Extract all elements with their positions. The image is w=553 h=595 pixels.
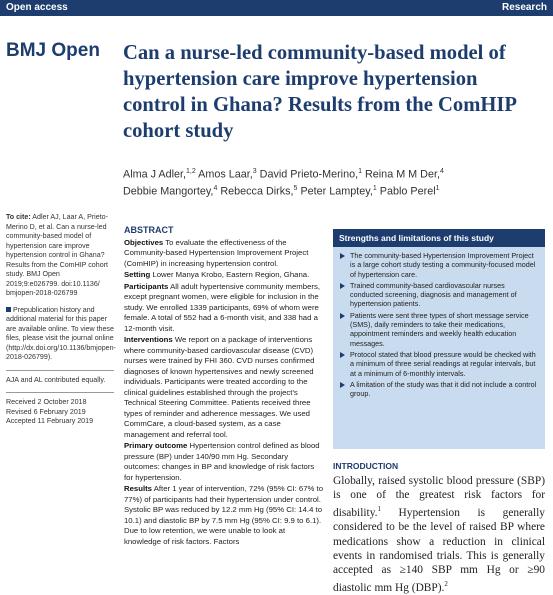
author-name[interactable]: Peter Lamptey, [297, 185, 373, 198]
introduction-paragraph: Globally, raised systolic blood pressure (SBP) is one of the greatest risk factors for disability. [333, 475, 545, 520]
journal-header-bar [0, 0, 553, 16]
author-affiliation: 1 [372, 184, 377, 192]
introduction-heading: INTRODUCTION [333, 461, 399, 471]
author-name[interactable]: Alma J Adler, [123, 168, 187, 181]
author-affiliation: 5 [293, 184, 298, 192]
received-date: Received 2 October 2018 [6, 398, 87, 406]
author-name[interactable]: Amos Laar, [195, 168, 253, 181]
list-item [340, 281, 539, 309]
sidebar-divider [6, 370, 114, 371]
list-item [340, 251, 539, 279]
abstract-text: Lower Manya Krobo, Eastern Region, Ghana. [150, 270, 310, 279]
abstract-primary-outcome [124, 441, 324, 483]
author-name[interactable]: Debbie Mangortey, [123, 185, 214, 198]
list-item [340, 380, 539, 399]
abstract-text: After 1 year of intervention, 72% (95% CI: 67% to 77%) of participants had their hypertension under control. Systolic BP was reduced by 12.2 mm Hg (95% CI: 14.4 to 10.1) and diastolic BP by 7.5 mm Hg (95% CI: 9.9 to 6.1). Due to low retention, we were unable to look at knowledge of risk factors. Factors [124, 484, 324, 546]
author-affiliation: 4 [213, 184, 218, 192]
journal-logo: BMJ Open [6, 40, 100, 61]
strengths-list [333, 247, 545, 398]
accepted-date: Accepted 11 February 2019 [6, 417, 94, 425]
author-affiliation: 3 [252, 168, 257, 175]
abstract-section [124, 225, 324, 548]
abstract-heading: ABSTRACT [124, 225, 174, 235]
abstract-label: Objectives [124, 237, 164, 247]
abstract-text: To evaluate the effectiveness of the Community-based Hypertension Improvement Project (ComHIP) in increasing hypertension control. [124, 237, 309, 268]
author-name[interactable]: Rebecca Dirks, [217, 185, 294, 198]
list-item-text: A limitation of the study was that it did not include a control group. [350, 379, 537, 399]
equal-contribution-note: AJA and AL contributed equally. [6, 375, 106, 384]
list-item-text: Protocol stated that blood pressure would be checked with a minimum of three serial readings at regular intervals, but at a minimum of 6-monthly intervals. [350, 349, 536, 378]
article-type-label: Research [501, 2, 547, 13]
abstract-label: Primary outcome [124, 441, 188, 450]
citation-block [6, 213, 114, 299]
strengths-heading: Strengths and limitations of this study [333, 229, 545, 247]
author-affiliation: 4 [439, 168, 444, 175]
author-name[interactable]: Reina M M Der, [361, 168, 440, 181]
author-affiliation: 1 [358, 168, 362, 175]
prepublication-text[interactable]: Prepublication history and additional material for this paper are available online. To view these files, please visit the journal online (http://dx.doi.org/10.1136/bmjopen-2018-026799). [6, 305, 116, 361]
cite-text: Adler AJ, Laar A, Prieto-Merino D, et al. Can a nurse-led community-based model of hypertension care improve hypertension control in Ghana? Results from the ComHIP cohort study. BMJ Open 2019;9:e026799. doi:10.1136/ bmjopen-2018-026799 [6, 213, 108, 297]
list-item-text: Patients were sent three types of short message service (SMS), daily reminders to take their medications, appointment reminders and weekly health education messages. [350, 310, 529, 348]
revised-date: Revised 6 February 2019 [6, 407, 86, 416]
author-affiliation: 1 [435, 184, 440, 192]
abstract-interventions [124, 335, 324, 440]
abstract-label: Results [124, 484, 152, 493]
abstract-participants [124, 282, 324, 335]
introduction-section [333, 461, 545, 595]
reference-marker[interactable]: 2 [444, 580, 448, 589]
introduction-paragraph: Hypertension is generally considered to be the level of raised BP where medications show a reduction in clinical events in randomised trials. This is generally accepted as ≥140 SBP mm Hg or ≥90 diastolic mm Hg (DBP). [333, 507, 545, 595]
author-name[interactable]: David Prieto-Merino, [256, 168, 359, 181]
abstract-text: We report on a package of interventions where community-based cardiovascular disease (CVD) nurses were trained by FHI 360. CVD nurses confirmed diagnoses of known hypertensives and newly screened individuals. Participants were treated according to the clinical guidelines established through the project's Technical Steering Committee. Patients received three types of reminder and adherence messages. We used CommCare, a cloud-based system, as a case management and referral tool. [124, 335, 315, 439]
author-line-1 [123, 165, 543, 182]
list-item-text: Trained community-based cardiovascular nurses conducted screening, diagnosis and management of hypertension patients. [350, 280, 517, 309]
abstract-text: Hypertension control defined as blood pressure (BP) under 140/90 mm Hg. Secondary outcomes: changes in BP and knowledge of risk factors for hypertension. [124, 441, 320, 482]
author-affiliation: 1,2 [186, 168, 196, 175]
list-item [340, 350, 539, 378]
strengths-limitations-box [333, 229, 545, 449]
abstract-label: Participants [124, 281, 169, 291]
triangle-bullet-icon [340, 313, 345, 319]
author-list [123, 165, 543, 198]
reference-marker[interactable]: 1 [377, 505, 382, 514]
triangle-bullet-icon [340, 283, 345, 289]
abstract-label: Interventions [124, 335, 173, 344]
author-line-2 [123, 182, 543, 199]
square-bullet-icon [6, 307, 11, 312]
abstract-objectives [124, 238, 324, 270]
article-sidebar [6, 213, 114, 427]
prepublication-note [6, 306, 114, 363]
article-title: Can a nurse-led community-based model of hypertension care improve hypertension control in Ghana? Results from the ComHIP cohort study [123, 42, 516, 142]
author-name[interactable]: Pablo Perel [376, 185, 436, 198]
abstract-text: All adult hypertensive community members, except pregnant women, were eligible for inclusion in the study. We enrolled 1339 participants, 69% of whom were female. A total of 552 had a 6-month visit, and 338 had a 12-month visit. [124, 281, 320, 333]
triangle-bullet-icon [340, 253, 345, 259]
triangle-bullet-icon [340, 352, 345, 358]
abstract-results [124, 484, 324, 547]
open-access-label: Open access [6, 2, 68, 13]
sidebar-divider [6, 392, 114, 393]
abstract-label: Setting [124, 270, 151, 279]
triangle-bullet-icon [340, 382, 345, 388]
list-item-text: The community-based Hypertension Improvement Project is a large cohort study testing a community-focused model of hypertension care. [350, 251, 536, 279]
cite-label: To cite: [6, 213, 31, 221]
introduction-text [333, 474, 545, 595]
abstract-setting [124, 270, 324, 281]
list-item [340, 311, 539, 348]
